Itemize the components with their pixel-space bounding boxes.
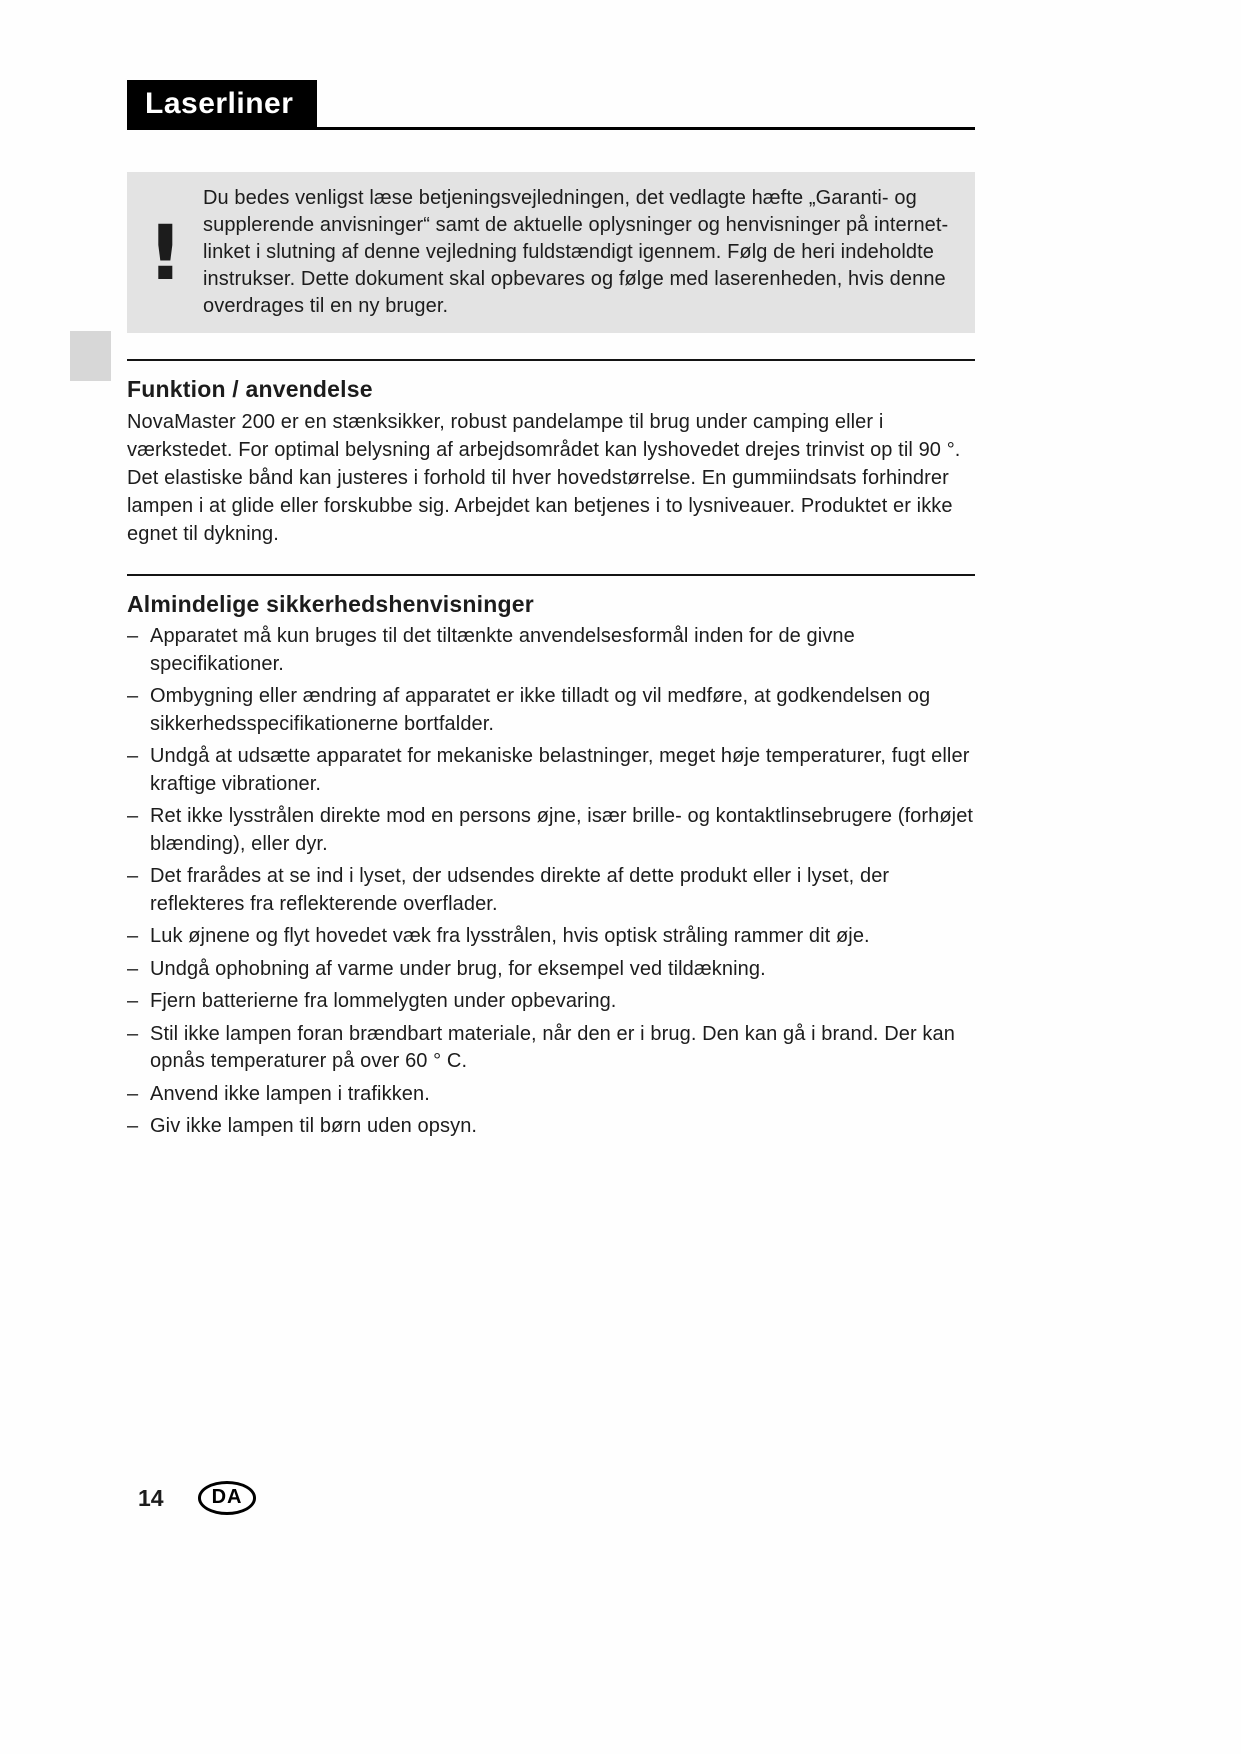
header-rule (317, 127, 975, 130)
list-item-text: Apparatet må kun bruges til det tiltænkte anvendelsesformål inden for de givne specifikationer. (150, 625, 855, 675)
list-item-text: Luk øjnene og flyt hovedet væk fra lysstrålen, hvis optisk stråling rammer dit øje. (150, 925, 870, 947)
margin-index-tab (70, 331, 111, 381)
list-item (127, 803, 975, 858)
list-item (127, 956, 975, 984)
list-item-text: Undgå at udsætte apparatet for mekaniske belastninger, meget høje temperaturer, fugt eller kraftige vibrationer. (150, 745, 970, 795)
notice-text: Du bedes venligst læse betjeningsvejledningen, det vedlagte hæfte „Garanti- og supplerende anvisninger“ samt de aktuelle oplysninger og henvisninger på internet-linket i slutning af denne vejledning fuldstændigt igennem. Følg de heri indeholdte instrukser. Dette dokument skal opbevares og følge med laserenheden, hvis denne overdrages til en ny bruger. (203, 187, 949, 317)
warning-notice-box (127, 172, 975, 333)
bullet-dash: – (127, 865, 139, 887)
exclamation-icon: ! (146, 207, 184, 297)
function-body-text: NovaMaster 200 er en stænksikker, robust pandelampe til brug under camping eller i værkstedet. For optimal belysning af arbejdsområdet kan lyshovedet drejes trinvist op til 90 °. Det elastiske bånd kan justeres i forhold til hver hovedstørrelse. En gummiindsats forhindrer lampen i at glide eller forskubbe sig. Arbejdet kan betjenes i to lysniveauer. Produktet er ikke egnet til dykning. (127, 411, 961, 545)
list-item-text: Stil ikke lampen foran brændbart materiale, når den er i brug. Den kan gå i brand. Der kan opnås temperaturer på over 60 ° C. (150, 1022, 955, 1072)
section-title-safety: Almindelige sikkerhedshenvisninger (127, 591, 534, 617)
list-item (127, 1081, 975, 1109)
list-item-text: Anvend ikke lampen i trafikken. (150, 1082, 430, 1105)
bullet-dash: – (127, 990, 139, 1012)
list-item-text: Giv ikke lampen til børn uden opsyn. (150, 1115, 478, 1137)
list-item-text: Undgå ophobning af varme under brug, for eksempel ved tildækning. (150, 957, 766, 980)
list-item (127, 923, 975, 951)
list-item-text: Det frarådes at se ind i lyset, der udsendes direkte af dette produkt eller i lyset, der reflekteres fra reflekterende overflader. (150, 865, 890, 915)
list-item-text: Fjern batterierne fra lommelygten under opbevaring. (150, 990, 617, 1012)
list-item-text: Ombygning eller ændring af apparatet er ikke tilladt og vil medføre, at godkendelsen og sikkerhedsspecifikationerne bortfalder. (150, 685, 931, 735)
section-title-function: Funktion / anvendelse (127, 376, 373, 402)
bullet-dash: – (127, 685, 139, 707)
page-content (127, 0, 975, 1146)
list-item (127, 863, 975, 918)
page-footer (138, 1481, 256, 1515)
bullet-dash: – (127, 625, 139, 647)
list-item (127, 988, 975, 1016)
language-badge: DA (198, 1481, 257, 1515)
safety-list (127, 623, 975, 1141)
bullet-dash: – (127, 925, 139, 947)
bullet-dash: – (127, 805, 139, 827)
list-item-text: Ret ikke lysstrålen direkte mod en persons øjne, især brille- og kontaktlinsebrugere (forhøjet blænding), eller dyr. (150, 805, 974, 855)
section-safety (127, 591, 975, 1141)
list-item (127, 1113, 975, 1141)
warning-icon-cell (127, 172, 203, 333)
list-item (127, 683, 975, 738)
bullet-dash: – (127, 745, 139, 767)
bullet-dash: – (127, 1082, 139, 1105)
divider (127, 359, 975, 361)
bullet-dash: – (127, 957, 139, 980)
list-item (127, 1021, 975, 1076)
divider (127, 574, 975, 576)
section-function (127, 376, 975, 548)
header (127, 80, 975, 130)
bullet-dash: – (127, 1115, 139, 1137)
laserliner-logo: Laserliner (127, 80, 317, 130)
bullet-dash: – (127, 1022, 139, 1045)
list-item (127, 743, 975, 798)
list-item (127, 623, 975, 678)
page-number: 14 (138, 1484, 164, 1511)
